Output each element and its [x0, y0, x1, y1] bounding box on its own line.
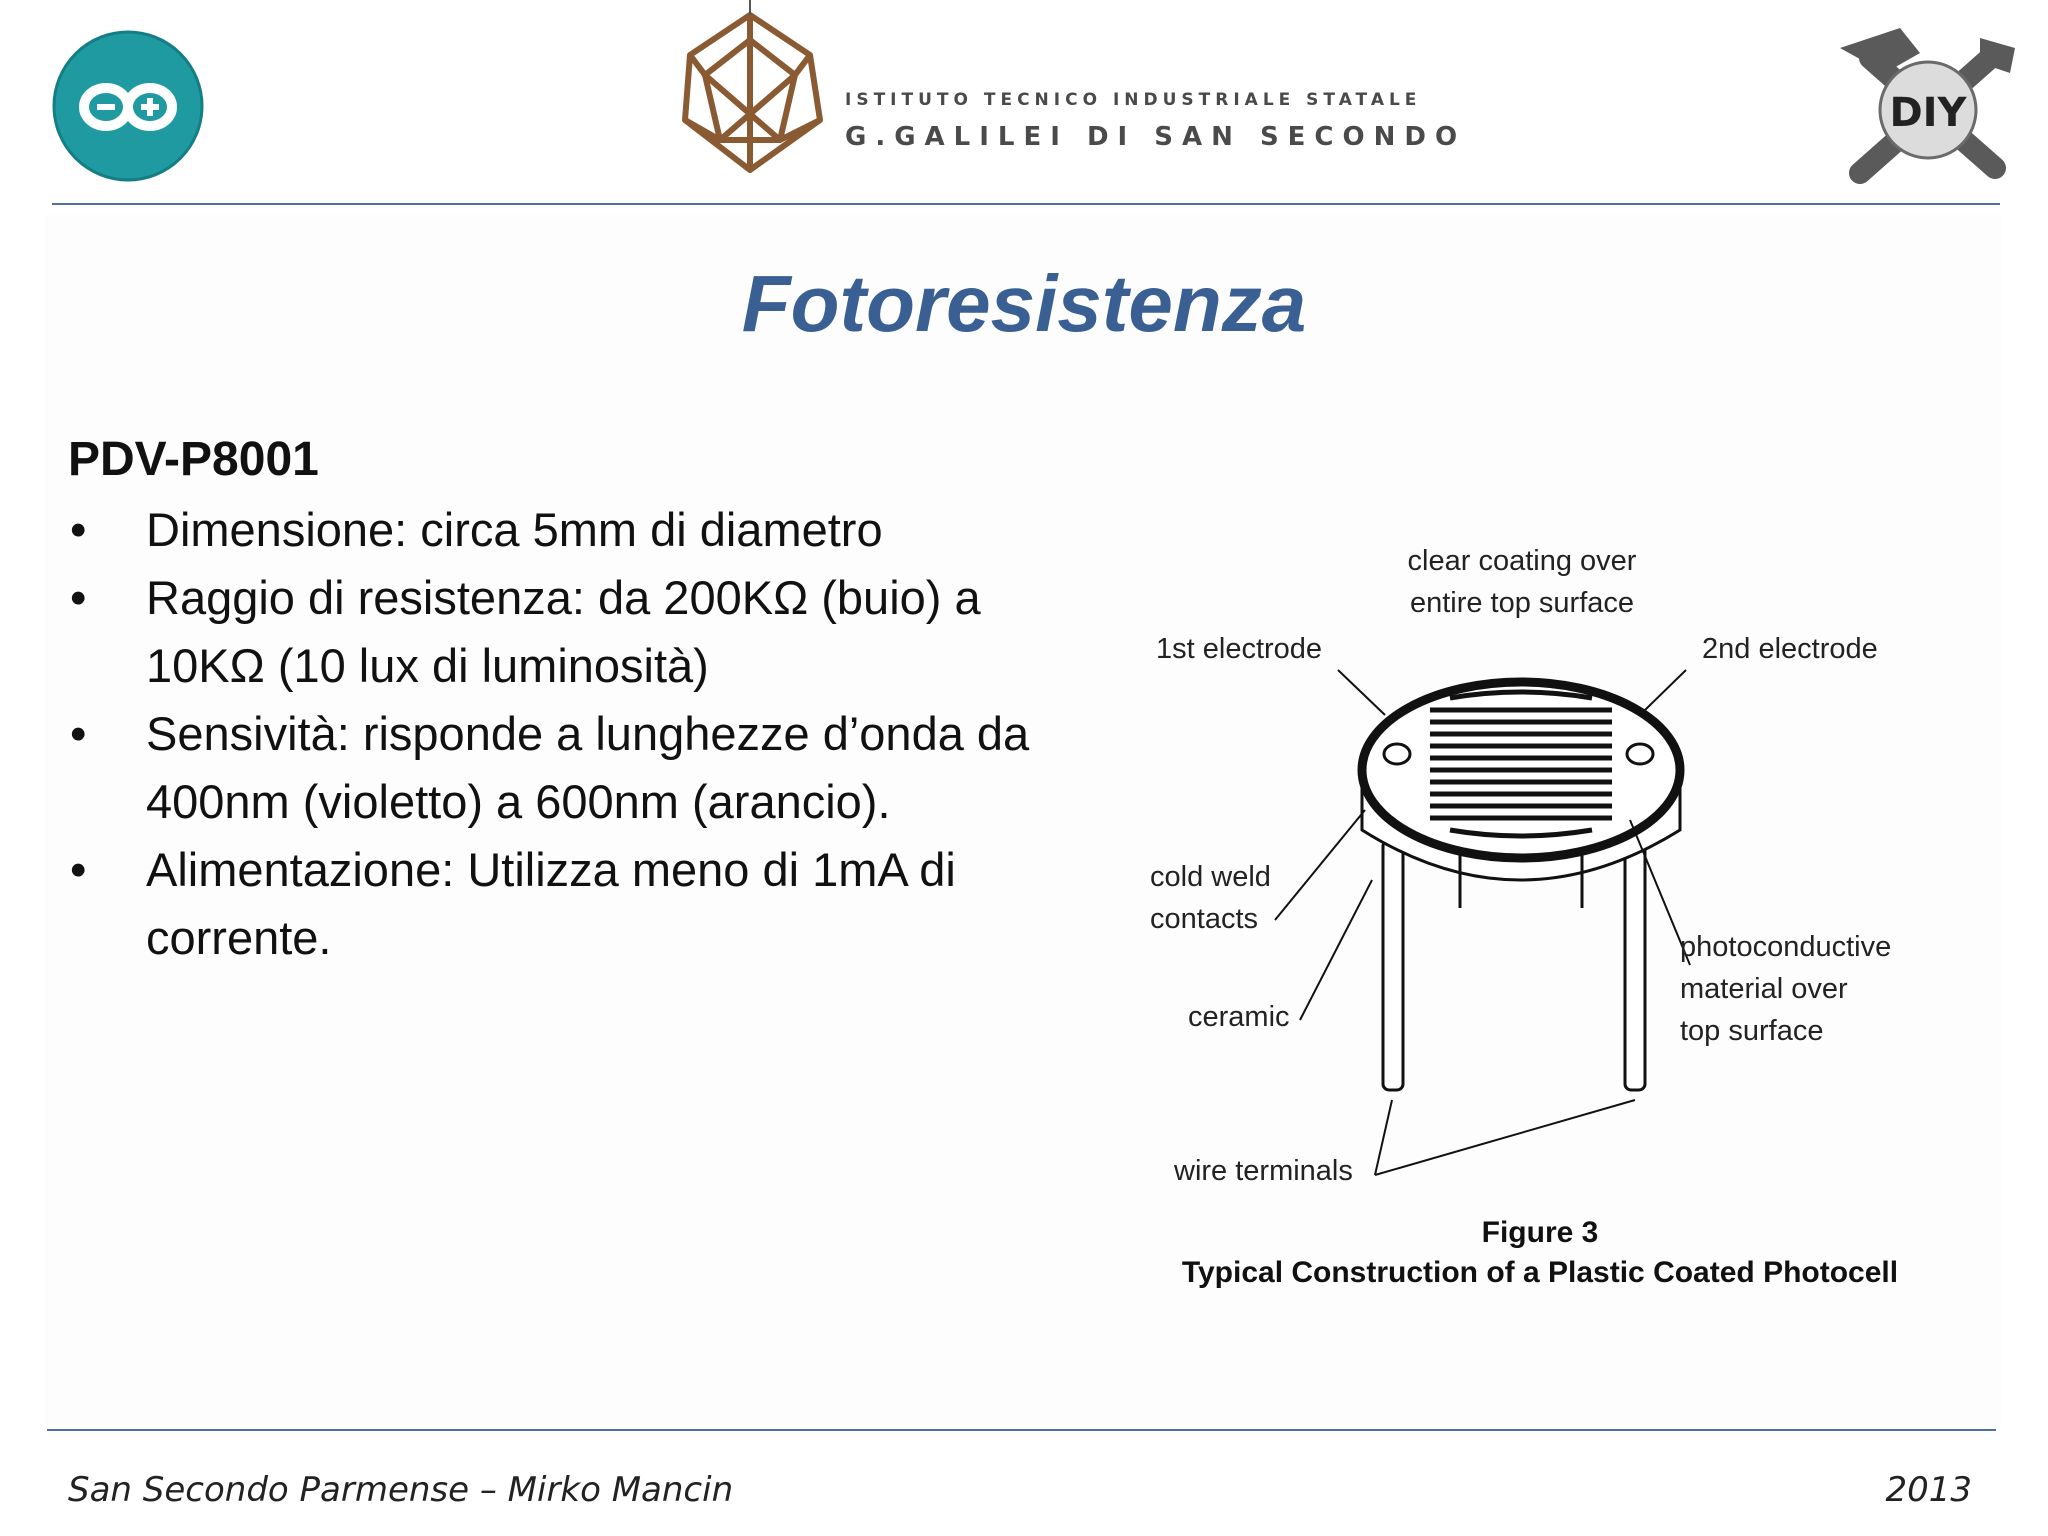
list-item — [68, 836, 1088, 972]
footer-year: 2013 — [1885, 1470, 1972, 1510]
school-name-line2: G.GALILEI DI SAN SECONDO — [845, 122, 1467, 152]
label-photoconductive-3: top surface — [1680, 1015, 1824, 1047]
list-item — [68, 564, 1088, 700]
figure-caption-number: Figure 3 — [1481, 1216, 1599, 1249]
diy-logo-text: DIY — [1889, 90, 1967, 136]
figure-caption-title: Typical Construction of a Plastic Coated Photocell — [1181, 1256, 1899, 1289]
bullet-icon: • — [70, 707, 87, 760]
photocell-diagram — [1130, 520, 1930, 1300]
label-cold-weld-2: contacts — [1150, 903, 1258, 935]
spec-resistance: Raggio di resistenza: da 200KΩ (buio) a 10KΩ (10 lux di luminosità) — [146, 571, 981, 692]
footer-author: San Secondo Parmense – Mirko Mancin — [68, 1470, 734, 1510]
label-first-electrode: 1st electrode — [1156, 633, 1323, 665]
label-wire-terminals: wire terminals — [1174, 1155, 1353, 1187]
arduino-logo — [52, 30, 204, 182]
label-photoconductive-1: photoconductive — [1680, 931, 1892, 963]
school-name — [845, 90, 1466, 152]
slide-header — [0, 0, 2048, 205]
school-name-line1: ISTITUTO TECNICO INDUSTRIALE STATALE — [845, 90, 1422, 110]
spec-dimension: Dimensione: circa 5mm di diametro — [146, 503, 883, 556]
model-name: PDV-P8001 — [68, 433, 319, 486]
slide-title: Fotoresistenza — [741, 259, 1307, 348]
school-logo-polyhedron — [670, 0, 830, 180]
diy-tools-logo — [1830, 18, 2030, 193]
bullet-icon: • — [70, 503, 87, 556]
label-ceramic: ceramic — [1188, 1001, 1290, 1033]
list-item — [68, 496, 1088, 564]
slide-content — [68, 428, 1088, 972]
spec-sensitivity: Sensività: risponde a lunghezze d’onda da 400nm (violetto) a 600nm (arancio). — [146, 707, 1030, 828]
list-item — [68, 700, 1088, 836]
header-divider — [52, 203, 2000, 205]
bullet-icon: • — [70, 571, 87, 624]
label-cold-weld-1: cold weld — [1150, 861, 1271, 893]
footer-divider — [47, 1429, 1996, 1431]
label-clear-coating-1: clear coating over — [1407, 545, 1637, 577]
spec-power: Alimentazione: Utilizza meno di 1mA di corrente. — [146, 843, 956, 964]
bullet-icon: • — [70, 843, 87, 896]
spec-list — [68, 496, 1088, 972]
label-photoconductive-2: material over — [1680, 973, 1848, 1005]
label-second-electrode: 2nd electrode — [1702, 633, 1878, 665]
label-clear-coating-2: entire top surface — [1409, 587, 1635, 619]
